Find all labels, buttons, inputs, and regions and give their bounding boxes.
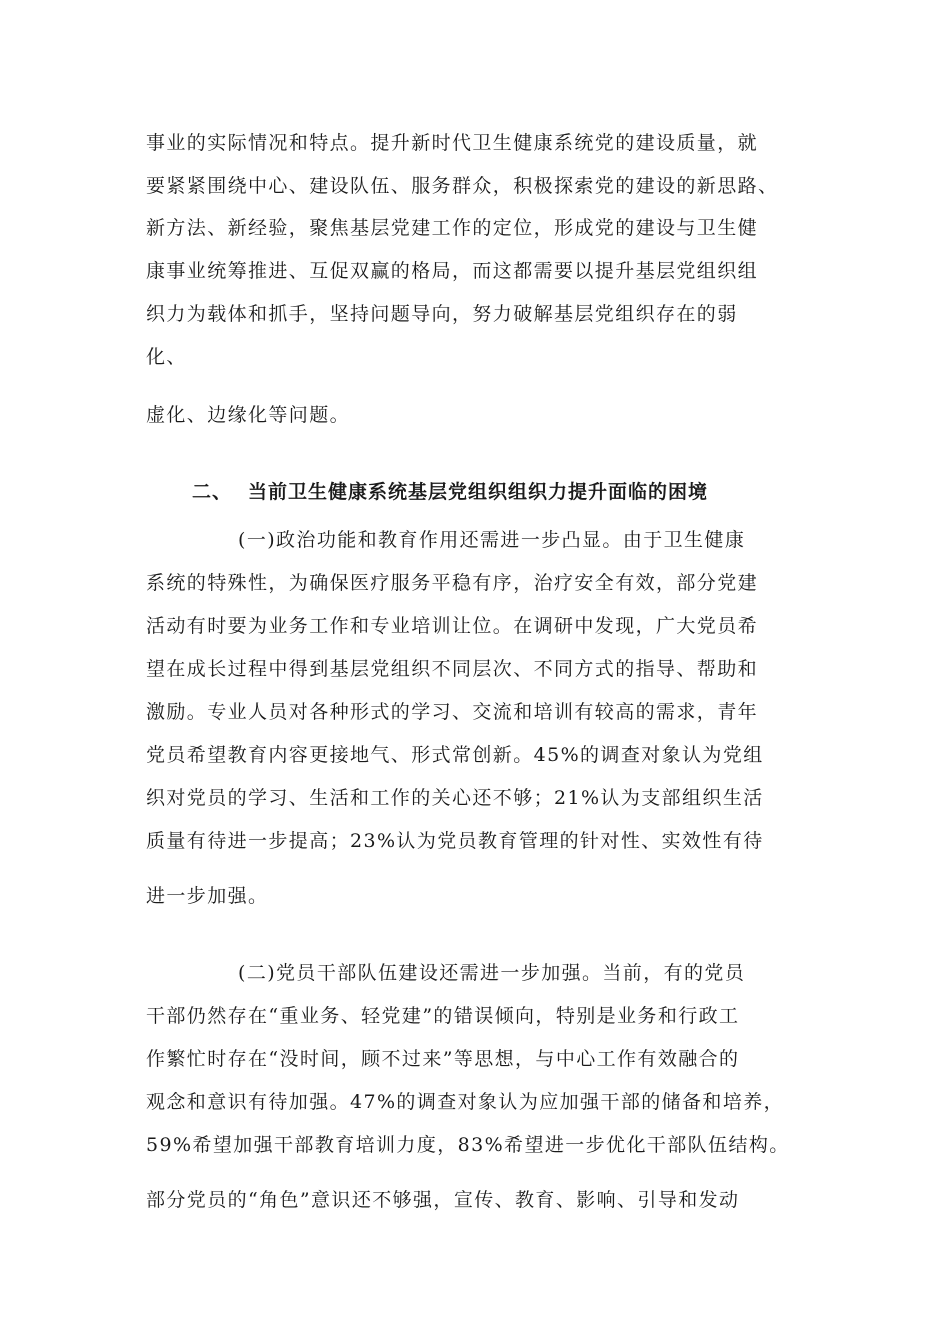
body-text-line: 作繁忙时存在“没时间，顾不过来”等思想，与中心工作有效融合的 <box>146 1048 740 1070</box>
section-title: 当前卫生健康系统基层党组织组织力提升面临的困境 <box>248 481 709 503</box>
body-text-line: 活动有时要为业务工作和专业培训让位。在调研中发现，广大党员希 <box>146 615 759 637</box>
section-heading <box>192 480 708 504</box>
body-text-line: 事业的实际情况和特点。提升新时代卫生健康系统党的建设质量，就 <box>146 132 759 154</box>
body-text-line: 要紧紧围绕中心、建设队伍、服务群众，积极探索党的建设的新思路、 <box>146 175 779 197</box>
body-text-line: 化、 <box>146 346 187 368</box>
body-text-line: 观念和意识有待加强。47%的调查对象认为应加强干部的储备和培养， <box>146 1091 785 1113</box>
body-text-line: 部分党员的“角色”意识还不够强，宣传、教育、影响、引导和发动 <box>146 1189 740 1211</box>
body-text-line: 系统的特殊性，为确保医疗服务平稳有序，治疗安全有效，部分党建 <box>146 572 759 594</box>
section-number: 二、 <box>192 481 233 503</box>
paragraph-first-line: (一)政治功能和教育作用还需进一步凸显。由于卫生健康 <box>238 529 746 551</box>
body-text-line: 虚化、边缘化等问题。 <box>146 404 351 426</box>
paragraph-first-line: (二)党员干部队伍建设还需进一步加强。当前，有的党员 <box>238 962 746 984</box>
body-text-line: 新方法、新经验，聚焦基层党建工作的定位，形成党的建设与卫生健 <box>146 217 759 239</box>
body-text-line: 进一步加强。 <box>146 885 269 907</box>
body-text-line: 干部仍然存在“重业务、轻党建”的错误倾向，特别是业务和行政工 <box>146 1005 740 1027</box>
body-text-line: 织对党员的学习、生活和工作的关心还不够；21%认为支部组织生活 <box>146 787 764 809</box>
body-text-line: 激励。专业人员对各种形式的学习、交流和培训有较高的需求，青年 <box>146 701 759 723</box>
body-text-line: 质量有待进一步提高；23%认为党员教育管理的针对性、实效性有待 <box>146 830 764 852</box>
body-text-line: 织力为载体和抓手，坚持问题导向，努力破解基层党组织存在的弱 <box>146 303 738 325</box>
body-text-line: 望在成长过程中得到基层党组织不同层次、不同方式的指导、帮助和 <box>146 658 759 680</box>
body-text-line: 党员希望教育内容更接地气、形式常创新。45%的调查对象认为党组 <box>146 744 764 766</box>
body-text-line: 康事业统筹推进、互促双赢的格局，而这都需要以提升基层党组织组 <box>146 260 759 282</box>
body-text-line: 59%希望加强干部教育培训力度，83%希望进一步优化干部队伍结构。 <box>146 1134 790 1156</box>
